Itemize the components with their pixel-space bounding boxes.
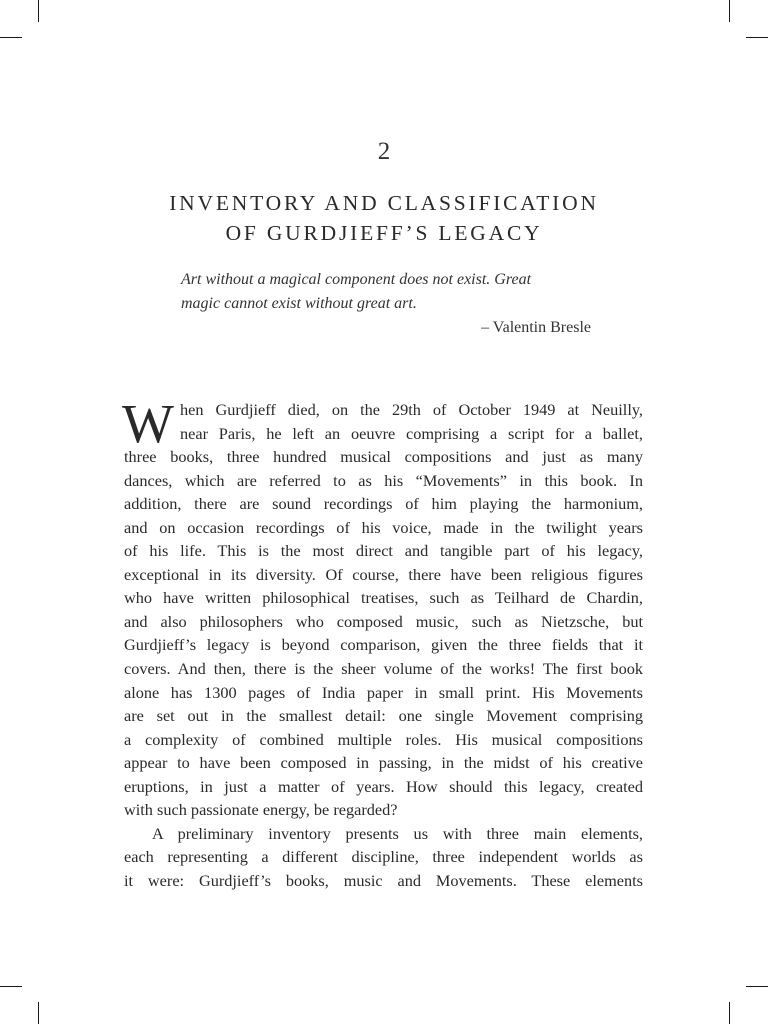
- body-text: [122, 393, 643, 892]
- epigraph-line: Art without a magical component does not exist. Great: [181, 271, 532, 288]
- text-line: appear to have been composed in passing, in the midst of his creative: [124, 753, 643, 773]
- text-line: a complexity of combined multiple roles. His musical compositions: [124, 729, 643, 749]
- text-line: Gurdjieff’s legacy is beyond comparison, given the three fields that it: [124, 635, 643, 655]
- crop-mark: [38, 0, 39, 22]
- text-line: three books, three hundred musical compositions and just as many: [124, 447, 643, 467]
- crop-mark: [38, 1002, 39, 1024]
- text-line: hen Gurdjieff died, on the 29th of October 1949 at Neuilly,: [180, 400, 643, 419]
- text-line: it were: Gurdjieff’s books, music and Movements. These elements: [124, 870, 643, 890]
- text-line: alone has 1300 pages of India paper in small print. His Movements: [124, 682, 643, 702]
- text-line: exceptional in its diversity. Of course, there have been religious figures: [124, 564, 643, 584]
- chapter-title: [0, 188, 768, 248]
- text-line: and on occasion recordings of his voice, made in the twilight years: [124, 517, 643, 537]
- crop-mark: [746, 37, 768, 38]
- chapter-title-line: INVENTORY AND CLASSIFICATION: [169, 191, 599, 215]
- crop-mark: [0, 986, 22, 987]
- epigraph-line: magic cannot exist without great art.: [181, 294, 417, 312]
- text-line: addition, there are sound recordings of him playing the harmonium,: [124, 494, 643, 514]
- epigraph-attribution: – Valentin Bresle: [481, 319, 591, 336]
- text-line: near Paris, he left an oeuvre comprising a script for a ballet,: [180, 423, 643, 443]
- crop-mark: [0, 37, 22, 38]
- chapter-title-line: OF GURDJIEFF’S LEGACY: [225, 221, 543, 245]
- text-line: with such passionate energy, be regarded?: [124, 800, 398, 820]
- text-line: each representing a different discipline, three independent worlds as: [124, 847, 643, 867]
- text-line: A preliminary inventory presents us with three main elements,: [152, 823, 643, 843]
- text-line: covers. And then, there is the sheer volume of the works! The first book: [124, 659, 643, 679]
- text-line: eruptions, in just a matter of years. How should this legacy, created: [124, 776, 643, 796]
- text-line: who have written philosophical treatises, such as Teilhard de Chardin,: [124, 588, 643, 608]
- crop-mark: [729, 1002, 730, 1024]
- text-line: of his life. This is the most direct and tangible part of his legacy,: [124, 541, 643, 561]
- crop-mark: [746, 986, 768, 987]
- text-line: are set out in the smallest detail: one single Movement comprising: [124, 706, 643, 726]
- text-line: and also philosophers who composed music, such as Nietzsche, but: [124, 611, 643, 631]
- drop-cap: W: [122, 393, 174, 454]
- text-line: dances, which are referred to as his “Movements” in this book. In: [124, 470, 643, 490]
- epigraph: [181, 268, 591, 315]
- crop-mark: [729, 0, 730, 22]
- chapter-number: 2: [377, 138, 391, 165]
